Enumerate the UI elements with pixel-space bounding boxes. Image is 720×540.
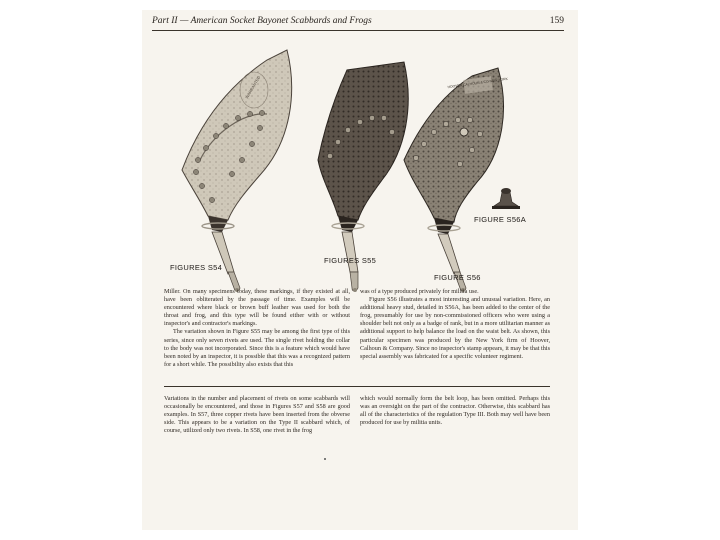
caption-figure-s56: FIGURE S56 [434,273,481,282]
page-number: 159 [549,16,564,26]
text-column-upper-right [360,288,550,361]
book-page [142,10,578,530]
paragraph: Figure S56 illustrates a most interesting and unusual variation. Here, an additional heavy stud, detailed in S56A, has been added to the center of the frog, presumably for use by non-commissioned officers who were using a shoulder belt not only as a badge of rank, but in a more utilitarian manner as additional support to help balance the load on the waist belt. As shown, this particular specimen was produced by the New York firm of Hoover, Calhoun & Company. Since no inspector's stamp appears, it may be that this special assembly was fabricated for a specific volunteer regiment. [360,296,550,360]
caption-figures-s55: FIGURES S55 [324,256,377,265]
paragraph: The variation shown in Figure S55 may be among the first type of this series, since only seven rivets are used. The single rivet holding the collar to the body was not incorporated. Since this is a feature which would have been noted by an inspector, it is possible that this was a recognized pattern for a short while. The possibility also exists that this [164,328,350,368]
paragraph: Variations in the number and placement of rivets on some scabbards will occasionally be encountered, and those in Figures S57 and S58 are good examples. In S57, three copper rivets have been inserted from the obverse side. This appears to be a variation on the Type II scabbard which, of course, utilized only two rivets. In S58, one rivet in the frog [164,395,350,435]
paragraph: which would normally form the belt loop, has been omitted. Perhaps this was an oversight on the part of the contractor. Otherwise, this scabbard has all of the characteristics of the regulation Type III. Both may well have been produced for use by militia units. [360,395,550,427]
scabbard-s56 [404,68,509,292]
text-column-lower-left [164,395,350,435]
text-column-upper-left [164,288,350,369]
header-title: Part II — American Socket Bayonet Scabbards and Frogs [152,16,372,26]
caption-figures-s54: FIGURES S54 [170,263,223,272]
paragraph: was of a type produced privately for militia use. [360,288,479,295]
s56-leather-stamp: HOOVER CALHOUN & CO NEW YORK [447,76,509,90]
text-column-lower-right [360,395,550,427]
caption-figure-s56a: FIGURE S56A [474,215,527,224]
section-divider [164,386,550,387]
ink-speck [324,458,326,460]
paragraph: Miller. On many specimens today, these markings, if they existed at all, have been obliterated by the passage of time. Examples will be encountered where black or brown buff leather was used for both the throat and frog, and this type will be found either with or without inspector's and contractor's markings. [164,288,350,328]
stud-detail-s56a [492,188,520,209]
s54-leather-stamp: WARRANTED [244,74,262,100]
scabbard-s54 [182,50,292,292]
